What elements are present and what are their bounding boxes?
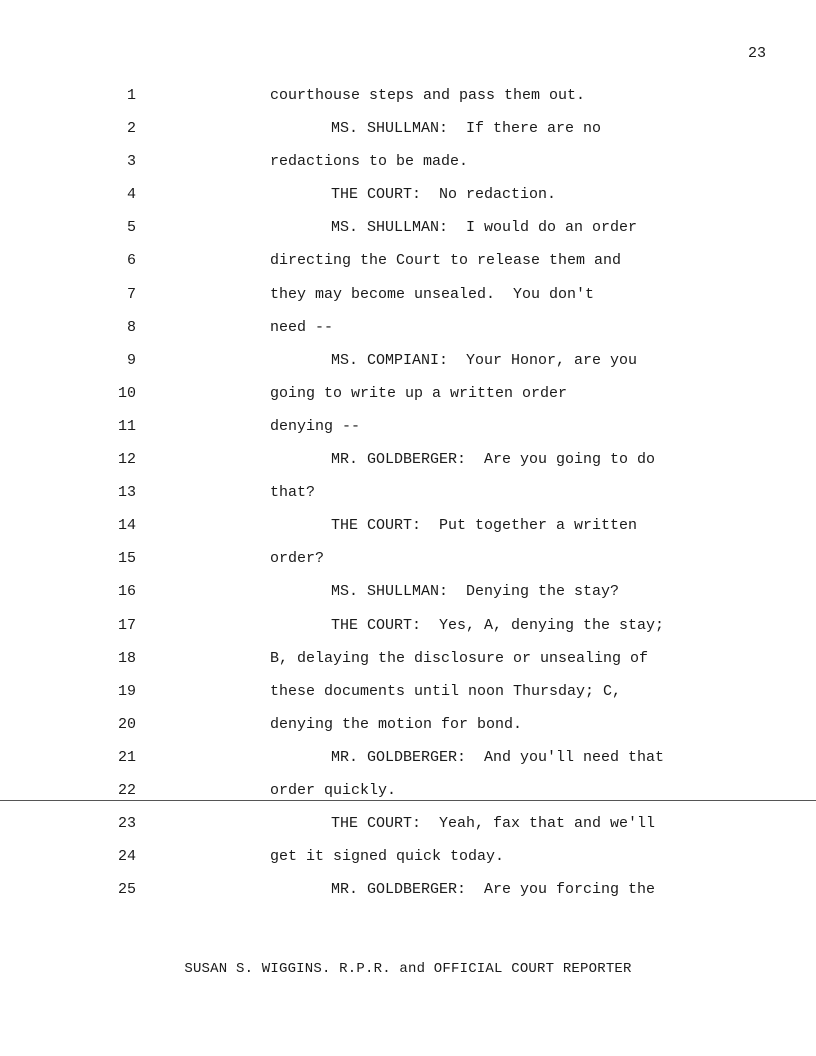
page-number: 23 xyxy=(747,45,766,62)
line-number: 16 xyxy=(117,583,136,601)
line-number: 25 xyxy=(117,881,136,899)
line-number: 14 xyxy=(117,517,136,535)
transcript-line xyxy=(0,781,816,814)
line-number: 5 xyxy=(126,219,136,237)
line-number: 23 xyxy=(117,815,136,833)
transcript-line xyxy=(0,185,816,218)
line-number: 21 xyxy=(117,748,136,766)
transcript-line xyxy=(0,483,816,516)
transcript-line xyxy=(0,251,816,284)
line-number: 20 xyxy=(117,715,136,733)
line-text: order? xyxy=(270,550,325,568)
line-number: 8 xyxy=(126,318,136,336)
transcript-line xyxy=(0,285,816,318)
transcript-line xyxy=(0,880,816,913)
transcript-line xyxy=(0,384,816,417)
line-text: these documents until noon Thursday; C, xyxy=(270,682,622,700)
line-text: need -- xyxy=(270,318,334,336)
line-text: MS. COMPIANI: Your Honor, are you xyxy=(331,351,638,369)
line-text: denying the motion for bond. xyxy=(270,715,523,733)
transcript-line xyxy=(0,152,816,185)
line-text: going to write up a written order xyxy=(270,384,568,402)
line-number: 12 xyxy=(117,451,136,469)
transcript-line xyxy=(0,417,816,450)
footer-reporter-credit: SUSAN S. WIGGINS. R.P.R. and OFFICIAL COURT REPORTER xyxy=(184,961,632,977)
horizontal-rule xyxy=(0,800,816,801)
transcript-body xyxy=(0,86,816,913)
line-number: 2 xyxy=(126,120,136,138)
line-text: directing the Court to release them and xyxy=(270,252,622,270)
transcript-line xyxy=(0,450,816,483)
transcript-line xyxy=(0,748,816,781)
line-number: 15 xyxy=(117,550,136,568)
line-number: 11 xyxy=(117,417,136,435)
transcript-line xyxy=(0,682,816,715)
line-text: get it signed quick today. xyxy=(270,848,505,866)
line-number: 3 xyxy=(126,153,136,171)
line-text: redactions to be made. xyxy=(270,153,469,171)
line-number: 24 xyxy=(117,848,136,866)
line-text: MS. SHULLMAN: I would do an order xyxy=(331,219,638,237)
line-text: that? xyxy=(270,484,316,502)
line-text: MR. GOLDBERGER: And you'll need that xyxy=(331,748,665,766)
line-number: 13 xyxy=(117,484,136,502)
line-number: 6 xyxy=(126,252,136,270)
transcript-line xyxy=(0,715,816,748)
line-number: 18 xyxy=(117,649,136,667)
line-number: 17 xyxy=(117,616,136,634)
transcript-line xyxy=(0,616,816,649)
line-text: THE COURT: Yeah, fax that and we'll xyxy=(331,815,656,833)
transcript-line xyxy=(0,649,816,682)
line-text: MS. SHULLMAN: Denying the stay? xyxy=(331,583,620,601)
transcript-line xyxy=(0,847,816,880)
line-text: they may become unsealed. You don't xyxy=(270,285,595,303)
line-number: 19 xyxy=(117,682,136,700)
line-number: 7 xyxy=(126,285,136,303)
line-text: order quickly. xyxy=(270,781,397,799)
line-number: 9 xyxy=(126,351,136,369)
line-text: MS. SHULLMAN: If there are no xyxy=(331,120,602,138)
transcript-line xyxy=(0,119,816,152)
line-text: THE COURT: No redaction. xyxy=(331,186,557,204)
line-text: THE COURT: Yes, A, denying the stay; xyxy=(331,616,665,634)
line-text: MR. GOLDBERGER: Are you going to do xyxy=(331,451,656,469)
transcript-line xyxy=(0,86,816,119)
transcript-line xyxy=(0,549,816,582)
transcript-line xyxy=(0,582,816,615)
line-number: 22 xyxy=(117,781,136,799)
line-text: courthouse steps and pass them out. xyxy=(270,87,586,104)
line-text: B, delaying the disclosure or unsealing of xyxy=(270,649,649,667)
transcript-line xyxy=(0,218,816,251)
line-text: denying -- xyxy=(270,417,361,435)
line-number: 4 xyxy=(126,186,136,204)
line-number: 10 xyxy=(117,384,136,402)
transcript-line xyxy=(0,814,816,847)
transcript-line xyxy=(0,318,816,351)
transcript-line xyxy=(0,516,816,549)
line-text: THE COURT: Put together a written xyxy=(331,517,638,535)
transcript-line xyxy=(0,351,816,384)
line-number: 1 xyxy=(126,87,136,104)
line-text: MR. GOLDBERGER: Are you forcing the xyxy=(331,881,656,899)
